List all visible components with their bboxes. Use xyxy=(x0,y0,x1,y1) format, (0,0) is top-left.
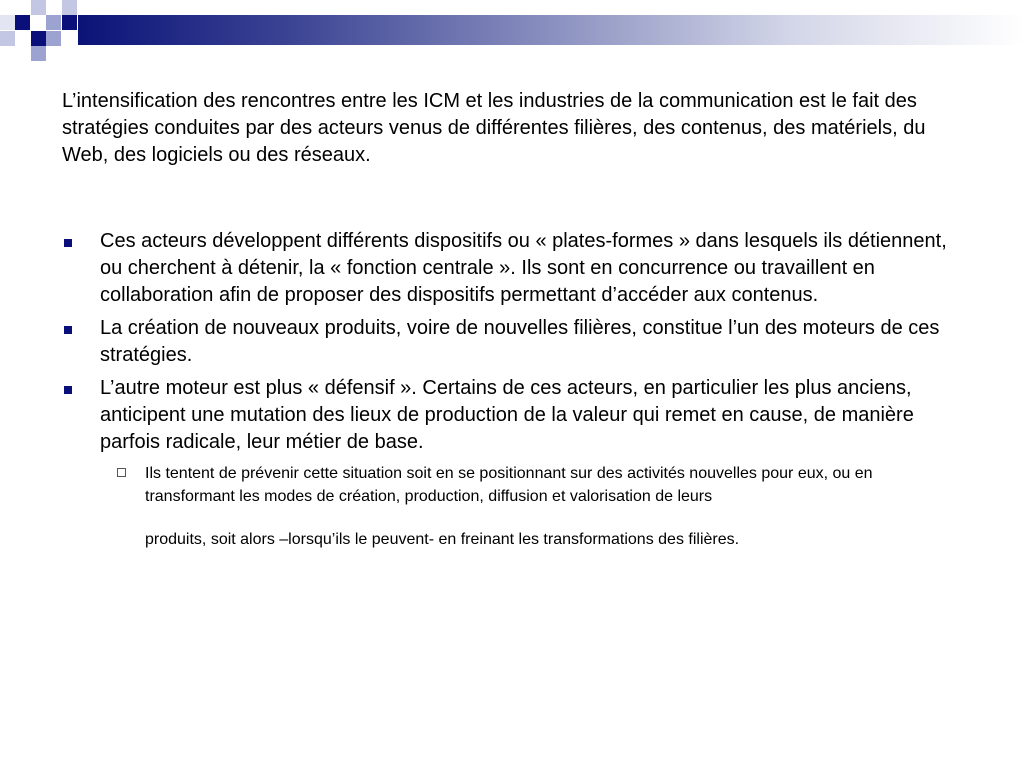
bullet-item xyxy=(62,375,962,551)
deco-square xyxy=(0,15,15,30)
bullet-text: La création de nouveaux produits, voire de nouvelles filières, constitue l’un des moteurs de ces stratégies. xyxy=(100,317,940,366)
square-bullet-icon xyxy=(64,239,72,247)
hollow-square-bullet-icon xyxy=(117,468,126,477)
sub-bullet-text-continued: produits, soit alors –lorsqu’ils le peuvent- en freinant les transformations des filières. xyxy=(145,531,740,548)
deco-square xyxy=(31,0,46,15)
bullet-item xyxy=(62,228,962,309)
deco-square xyxy=(0,31,15,46)
slide-title: L’intensification des rencontres entre les ICM et les industries de la communication est le fait des stratégies conduites par des acteurs venus de différentes filières, des contenus, des matériels, du Web, des logiciels ou des réseaux. xyxy=(62,90,926,166)
bullet-item xyxy=(62,315,962,369)
sub-bullet-item xyxy=(100,462,962,551)
header-gradient-bar xyxy=(78,15,1024,45)
deco-square xyxy=(31,31,46,46)
sub-bullet-list xyxy=(100,462,962,551)
header-decoration xyxy=(0,0,1024,64)
deco-square xyxy=(31,46,46,61)
bullet-list xyxy=(62,228,962,557)
deco-square xyxy=(62,0,77,15)
square-bullet-icon xyxy=(64,326,72,334)
bullet-text: Ces acteurs développent différents dispositifs ou « plates-formes » dans lesquels ils détiennent, ou cherchent à détenir, la « fonction centrale ». Ils sont en concurrence ou travaillent en collaboration afin de proposer des dispositifs permettant d’accéder aux contenus. xyxy=(100,230,947,306)
sub-bullet-text: Ils tentent de prévenir cette situation soit en se positionnant sur des activités nouvelles pour eux, ou en transformant les modes de création, production, diffusion et valorisation de leurs xyxy=(145,465,873,505)
bullet-text: L’autre moteur est plus « défensif ». Certains de ces acteurs, en particulier les plus anciens, anticipent une mutation des lieux de production de la valeur qui remet en cause, de manière parfois radicale, leur métier de base. xyxy=(100,377,914,453)
deco-square xyxy=(46,15,61,30)
deco-square xyxy=(62,15,77,30)
deco-square xyxy=(15,15,30,30)
deco-square xyxy=(46,31,61,46)
square-bullet-icon xyxy=(64,386,72,394)
